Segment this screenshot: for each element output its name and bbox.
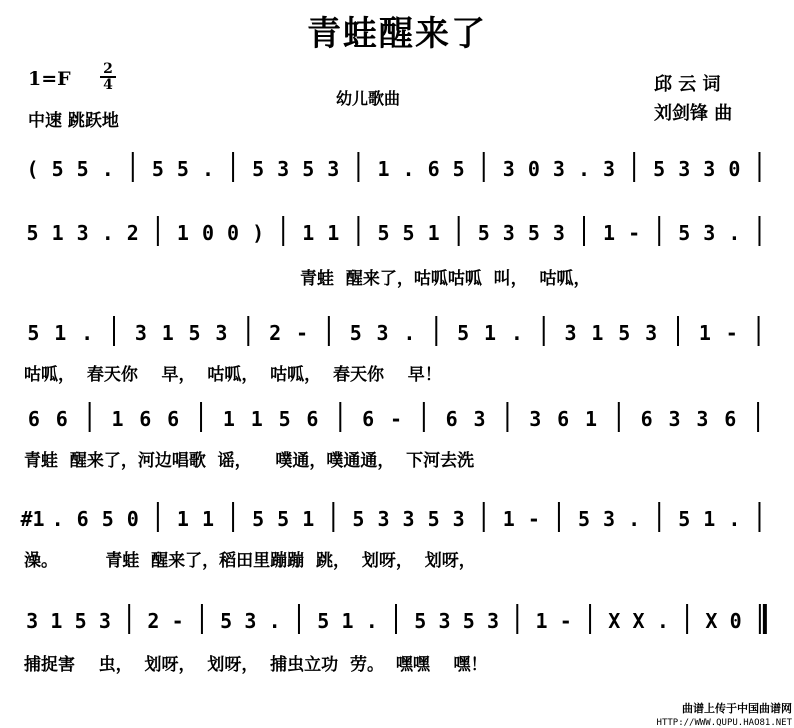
note-token: 6	[362, 407, 375, 431]
note-token: 5	[51, 157, 64, 181]
notation-row	[20, 498, 776, 538]
note-token: 1	[591, 321, 604, 345]
note-token: .	[101, 157, 114, 181]
note-token: 5	[678, 507, 691, 531]
note-token: 1	[698, 321, 711, 345]
note-token: 5	[252, 507, 265, 531]
note-token: 5	[277, 507, 290, 531]
note-token: 3	[603, 157, 616, 181]
note-token: X	[608, 609, 621, 633]
note-token: .	[577, 157, 591, 181]
note-token: .	[628, 507, 641, 531]
watermark-url: HTTP://WWW.QUPU.HAO81.NET	[656, 718, 792, 728]
note-token: 3	[564, 321, 577, 345]
note-token: 1	[703, 507, 716, 531]
note-token: 1	[222, 407, 235, 431]
notation-svg	[20, 312, 772, 360]
notation-svg	[20, 498, 772, 546]
notation-svg	[20, 600, 772, 648]
note-token: .	[365, 609, 378, 633]
note-token: 5	[188, 321, 201, 345]
note-token: .	[402, 157, 415, 181]
note-token: .	[268, 609, 281, 633]
note-token: 0	[728, 157, 741, 181]
note-token: 1	[377, 157, 390, 181]
note-token: -	[527, 507, 540, 531]
note-token: 5	[427, 507, 440, 531]
note-token: 3	[552, 157, 565, 181]
note-token: 3	[696, 407, 709, 431]
note-token: X	[705, 609, 718, 633]
note-token: 3	[438, 609, 451, 633]
note-token: 1	[483, 321, 497, 345]
note-token: 5	[26, 221, 39, 245]
tempo-marking: 中速 跳跃地	[28, 111, 119, 131]
lyric-line: 咕呱， 春天你 早， 咕呱， 咕呱， 春天你 早！	[24, 365, 442, 385]
note-token: .	[656, 609, 669, 633]
notation-row	[20, 212, 776, 252]
note-token: 5	[76, 157, 89, 181]
note-token: 3	[703, 157, 716, 181]
note-token: )	[252, 221, 265, 245]
note-token: 6	[55, 407, 68, 431]
note-token: 1	[111, 407, 124, 431]
notation-row	[20, 600, 776, 640]
note-token: .	[728, 221, 741, 245]
lyricist-credit: 邱 云 词	[654, 74, 721, 95]
note-token: 3	[277, 157, 290, 181]
note-token: 3	[215, 321, 228, 345]
note-token: 3	[502, 157, 515, 181]
note-token: .	[403, 321, 416, 345]
note-token: 1	[603, 221, 616, 245]
note-token: -	[295, 321, 309, 345]
note-token: 6	[445, 407, 458, 431]
note-token: 5	[252, 157, 265, 181]
note-token: 5	[377, 221, 390, 245]
note-token: 1	[302, 507, 315, 531]
note-token: 5	[618, 321, 631, 345]
lyric-line: 青蛙 醒来了，咕呱咕呱 叫， 咕呱，	[300, 269, 591, 289]
note-token: 5	[349, 321, 362, 345]
note-token: 5	[317, 609, 330, 633]
note-token: 6	[557, 407, 570, 431]
note-token: 5	[101, 507, 114, 531]
note-token: 6	[167, 407, 180, 431]
lyric-line: 澡。 青蛙 醒来了，稻田里蹦蹦 跳， 划呀， 划呀，	[24, 551, 476, 571]
note-token: 6	[724, 407, 737, 431]
note-token: 3	[473, 407, 486, 431]
genre-label: 幼儿歌曲	[336, 89, 401, 108]
note-token: 1	[250, 407, 263, 431]
note-token: 1	[341, 609, 354, 633]
note-token: -	[559, 609, 572, 633]
composer-credit: 刘剑锋 曲	[654, 103, 733, 124]
note-token: 2	[269, 321, 282, 345]
key-signature: 1=F	[28, 68, 71, 90]
lyric-line: 青蛙 醒来了，河边唱歌 谣， 噗通，噗通通， 下河去洗	[24, 451, 475, 471]
note-token: 3	[487, 609, 500, 633]
note-token: .	[101, 221, 114, 245]
note-token: 6	[76, 507, 89, 531]
note-token: 5	[402, 221, 415, 245]
note-token: 1	[201, 507, 215, 531]
note-token: 1	[176, 221, 189, 245]
note-token: 5	[452, 157, 465, 181]
note-token: -	[628, 221, 641, 245]
note-token: -	[389, 407, 403, 431]
note-token: 3	[452, 507, 465, 531]
note-token: 3	[98, 609, 111, 633]
note-token: 0	[201, 221, 215, 245]
note-token: 5	[653, 157, 666, 181]
note-token: 5	[27, 321, 40, 345]
note-token: (	[26, 157, 39, 181]
note-token: 3	[244, 609, 257, 633]
lyric-line: 捕捉害 虫， 划呀， 划呀， 捕虫立功 劳。 嘿嘿 嘿！	[24, 655, 488, 675]
note-token: 1	[584, 407, 597, 431]
note-token: 2	[147, 609, 160, 633]
note-token: #1	[20, 507, 45, 531]
watermark-text: 曲谱上传于中国曲谱网	[682, 702, 792, 715]
note-token: 3	[668, 407, 681, 431]
note-token: 0	[527, 157, 540, 181]
note-token: 5	[302, 157, 315, 181]
note-token: 1	[176, 507, 189, 531]
note-token: 5	[74, 609, 87, 633]
time-signature-denominator: 4	[103, 77, 113, 93]
note-token: 0	[227, 221, 240, 245]
time-signature-numerator: 2	[100, 62, 116, 78]
note-token: 3	[402, 507, 415, 531]
note-token: 1	[51, 221, 64, 245]
note-token: 1	[535, 609, 548, 633]
note-token: 3	[645, 321, 658, 345]
note-token: 5	[457, 321, 470, 345]
note-token: 5	[352, 507, 365, 531]
note-token: 3	[703, 221, 716, 245]
note-token: 2	[126, 221, 139, 245]
note-token: 0	[729, 609, 742, 633]
note-token: 6	[427, 157, 440, 181]
notation-svg	[20, 212, 772, 260]
note-token: 3	[134, 321, 147, 345]
note-token: 3	[529, 407, 542, 431]
note-token: 1	[327, 221, 340, 245]
notation-svg	[20, 148, 772, 196]
note-token: 1	[161, 321, 174, 345]
note-token: 3	[603, 507, 616, 531]
notation-row	[20, 148, 776, 188]
note-token: 6	[306, 407, 319, 431]
note-token: -	[725, 321, 738, 345]
note-token: 3	[376, 321, 389, 345]
note-token: 1	[50, 609, 63, 633]
note-token: .	[510, 321, 523, 345]
note-token: 3	[678, 157, 691, 181]
note-token: 1	[427, 221, 440, 245]
note-token: 3	[327, 157, 340, 181]
note-token: 1	[54, 321, 67, 345]
note-token: .	[51, 507, 64, 531]
note-token: 3	[377, 507, 390, 531]
song-title: 青蛙醒来了	[307, 14, 487, 54]
notation-row	[20, 312, 776, 352]
note-token: 3	[26, 609, 39, 633]
note-token: .	[81, 321, 94, 345]
note-token: 6	[640, 407, 653, 431]
note-token: X	[632, 609, 645, 633]
note-token: 5	[220, 609, 233, 633]
time-signature	[100, 62, 116, 92]
note-token: 1	[302, 221, 315, 245]
note-token: 6	[27, 407, 40, 431]
note-token: 6	[139, 407, 152, 431]
note-token: -	[171, 609, 184, 633]
note-token: 5	[678, 221, 691, 245]
notation-row	[20, 398, 776, 438]
note-token: 0	[126, 507, 139, 531]
note-token: 5	[151, 157, 164, 181]
notation-svg	[20, 398, 772, 446]
note-token: 3	[502, 221, 515, 245]
note-token: 5	[462, 609, 475, 633]
note-token: 5	[577, 507, 591, 531]
note-token: 3	[76, 221, 89, 245]
note-token: 5	[527, 221, 540, 245]
note-token: .	[201, 157, 215, 181]
note-token: 5	[414, 609, 427, 633]
note-token: 3	[552, 221, 565, 245]
note-token: 5	[278, 407, 291, 431]
note-token: 5	[176, 157, 189, 181]
note-token: .	[728, 507, 741, 531]
note-token: 1	[502, 507, 515, 531]
note-token: 5	[477, 221, 490, 245]
